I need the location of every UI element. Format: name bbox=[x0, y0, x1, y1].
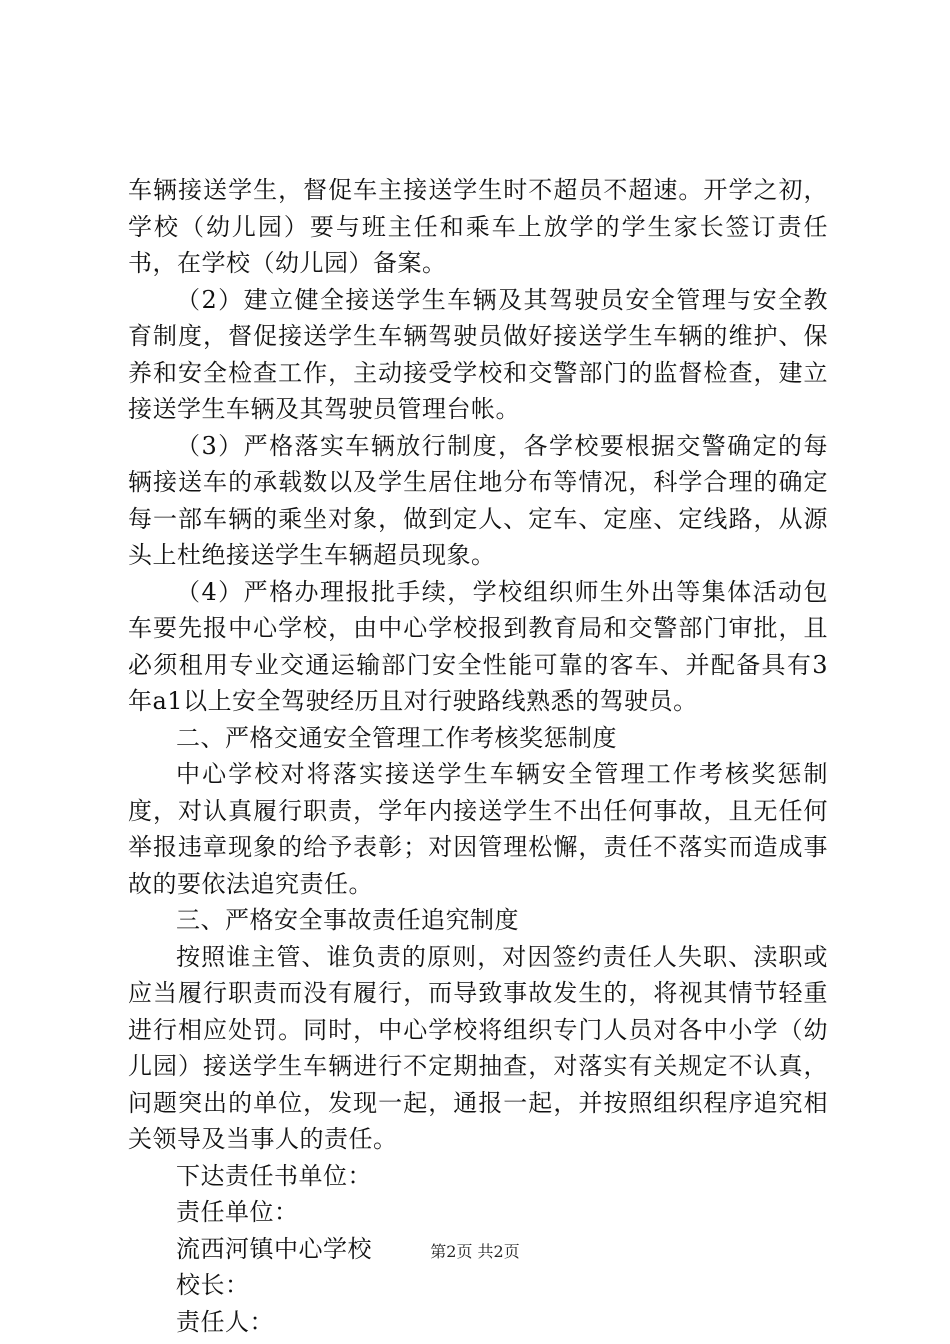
principal-label: 校长： bbox=[176, 1271, 250, 1299]
paragraph-item-2: （2）建立健全接送学生车辆及其驾驶员安全管理与安全教育制度，督促接送学生车辆驾驶员做好接送学生车辆的维护、保养和安全检查工作，主动接受学校和交警部门的监督检查，建立接送学生车辆及其驾驶员管理台帐。 bbox=[128, 285, 828, 423]
paragraph-item-4: （4）严格办理报批手续，学校组织师生外出等集体活动包车要先报中心学校，由中心学校报到教育局和交警部门审批，且必须租用专业交通运输部门安全性能可靠的客车、并配备具有3年a1以上安全驾驶经历且对行驶路线熟悉的驾驶员。 bbox=[128, 577, 828, 715]
paragraph-item-3: （3）严格落实车辆放行制度，各学校要根据交警确定的每辆接送车的承载数以及学生居住地分布等情况，科学合理的确定每一部车辆的乘坐对象，做到定人、定车、定座、定线路，从源头上杜绝接送学生车辆超员现象。 bbox=[128, 431, 828, 569]
school-name: 流西河镇中心学校 bbox=[176, 1234, 372, 1263]
page-footer: 第2页 共2页 bbox=[430, 1242, 520, 1261]
section-heading-3: 三、严格安全事故责任追究制度 bbox=[176, 906, 519, 934]
issuing-unit-label: 下达责任书单位： bbox=[176, 1161, 372, 1190]
responsible-person-label: 责任人： bbox=[176, 1307, 274, 1336]
paragraph-section-2: 中心学校对将落实接送学生车辆安全管理工作考核奖惩制度，对认真履行职责，学年内接送学生不出任何事故，且无任何举报违章现象的给予表彰；对因管理松懈，责任不落实而造成事故的要依法追究责任。 bbox=[128, 760, 828, 898]
section-heading-2: 二、严格交通安全管理工作考核奖惩制度 bbox=[176, 723, 617, 752]
responsible-unit-label: 责任单位： bbox=[176, 1198, 299, 1226]
paragraph-section-3: 按照谁主管、谁负责的原则，对因签约责任人失职、渎职或应当履行职责而没有履行，而导致事故发生的，将视其情节轻重进行相应处罚。同时，中心学校将组织专门人员对各中小学（幼儿园）接送学生车辆进行不定期抽查，对落实有关规定不认真，问题突出的单位，发现一起，通报一起，并按照组织程序追究相关领导及当事人的责任。 bbox=[128, 942, 828, 1153]
paragraph-continuation: 车辆接送学生，督促车主接送学生时不超员不超速。开学之初，学校（幼儿园）要与班主任和乘车上放学的学生家长签订责任书，在学校（幼儿园）备案。 bbox=[128, 176, 828, 277]
document-body bbox=[128, 172, 828, 1340]
